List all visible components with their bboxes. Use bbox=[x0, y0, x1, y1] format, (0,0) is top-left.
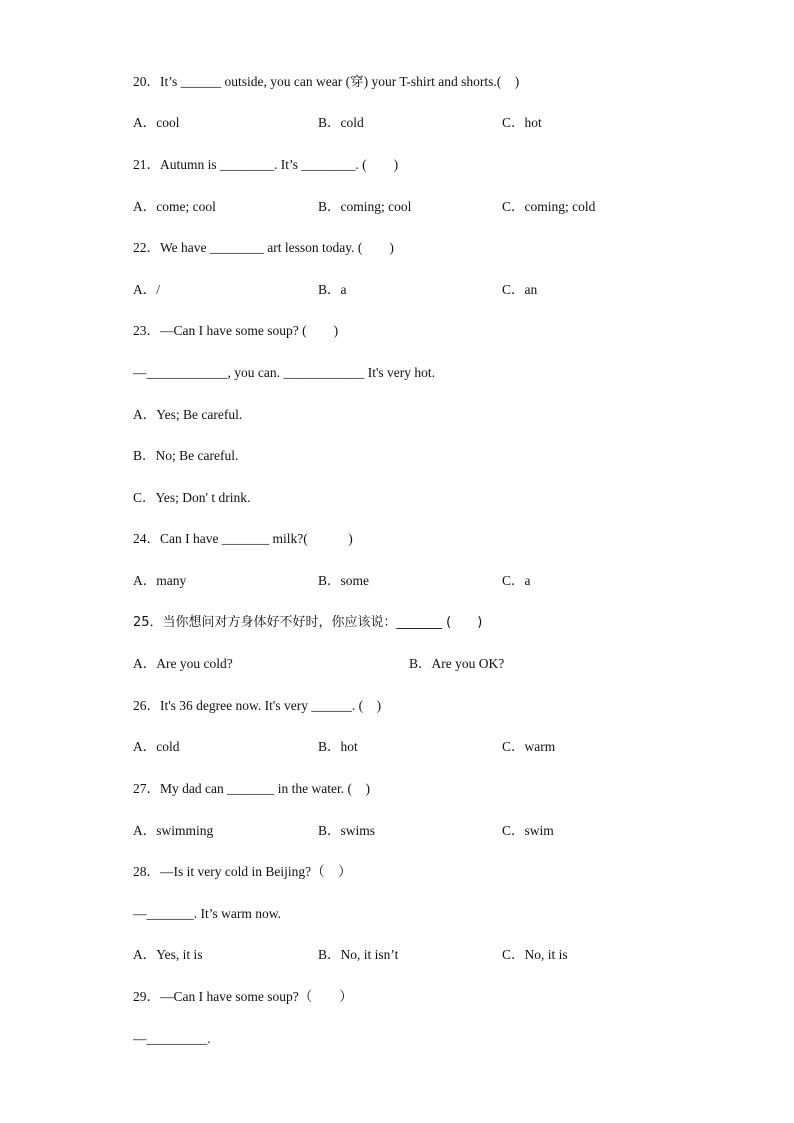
question-21-stem: 21．Autumn is ________. It’s ________. ( ) bbox=[133, 157, 399, 172]
question-25-option-b[interactable]: B．Are you OK? bbox=[409, 656, 505, 671]
question-24-stem: 24．Can I have _______ milk?( ) bbox=[133, 531, 353, 546]
question-27-option-a[interactable]: A．swimming bbox=[133, 823, 214, 838]
question-23-dialogue: —____________, you can. ____________ It's very hot. bbox=[133, 365, 436, 380]
question-23-option-b[interactable]: B．No; Be careful. bbox=[133, 448, 239, 463]
question-24-option-a[interactable]: A．many bbox=[133, 573, 187, 588]
question-27-option-b[interactable]: B．swims bbox=[318, 823, 376, 838]
question-25-option-a[interactable]: A．Are you cold? bbox=[133, 656, 233, 671]
question-20-stem: 20．It’s ______ outside, you can wear (穿) your T-shirt and shorts.( ) bbox=[133, 74, 520, 89]
question-20-option-b[interactable]: B．cold bbox=[318, 115, 364, 130]
question-27-option-c[interactable]: C．swim bbox=[502, 823, 554, 838]
question-24-option-b[interactable]: B．some bbox=[318, 573, 370, 588]
question-21-option-b[interactable]: B．coming; cool bbox=[318, 199, 412, 214]
question-23-option-a[interactable]: A．Yes; Be careful. bbox=[133, 407, 243, 422]
question-26-option-b[interactable]: B．hot bbox=[318, 739, 358, 754]
question-24-option-c[interactable]: C．a bbox=[502, 573, 531, 588]
question-20-option-c[interactable]: C．hot bbox=[502, 115, 542, 130]
question-22-option-a[interactable]: A．/ bbox=[133, 282, 160, 297]
question-22-option-c[interactable]: C．an bbox=[502, 282, 538, 297]
question-28-option-c[interactable]: C．No, it is bbox=[502, 947, 568, 962]
question-23-option-c[interactable]: C．Yes; Don' t drink. bbox=[133, 490, 251, 505]
question-29-dialogue: —_________. bbox=[133, 1031, 211, 1046]
question-29-stem: 29．—Can I have some soup?（ ） bbox=[133, 989, 353, 1004]
question-26-stem: 26．It's 36 degree now. It's very ______. ( ) bbox=[133, 698, 382, 713]
question-28-option-a[interactable]: A．Yes, it is bbox=[133, 947, 203, 962]
question-21-option-c[interactable]: C．coming; cold bbox=[502, 199, 596, 214]
question-22-option-b[interactable]: B．a bbox=[318, 282, 347, 297]
question-28-stem: 28．—Is it very cold in Beijing?（ ） bbox=[133, 864, 352, 879]
question-28-option-b[interactable]: B．No, it isn’t bbox=[318, 947, 399, 962]
question-26-option-a[interactable]: A．cold bbox=[133, 739, 180, 754]
question-20-option-a[interactable]: A．cool bbox=[133, 115, 180, 130]
question-21-option-a[interactable]: A．come; cool bbox=[133, 199, 216, 214]
question-26-option-c[interactable]: C．warm bbox=[502, 739, 556, 754]
question-28-dialogue: —_______. It’s warm now. bbox=[133, 906, 281, 921]
question-25-stem: 25．当你想问对方身体好不好时，你应该说：_______ ( ) bbox=[133, 615, 483, 630]
question-27-stem: 27．My dad can _______ in the water. ( ) bbox=[133, 781, 370, 796]
question-23-stem: 23．—Can I have some soup? ( ) bbox=[133, 323, 339, 338]
question-22-stem: 22．We have ________ art lesson today. ( ) bbox=[133, 240, 394, 255]
